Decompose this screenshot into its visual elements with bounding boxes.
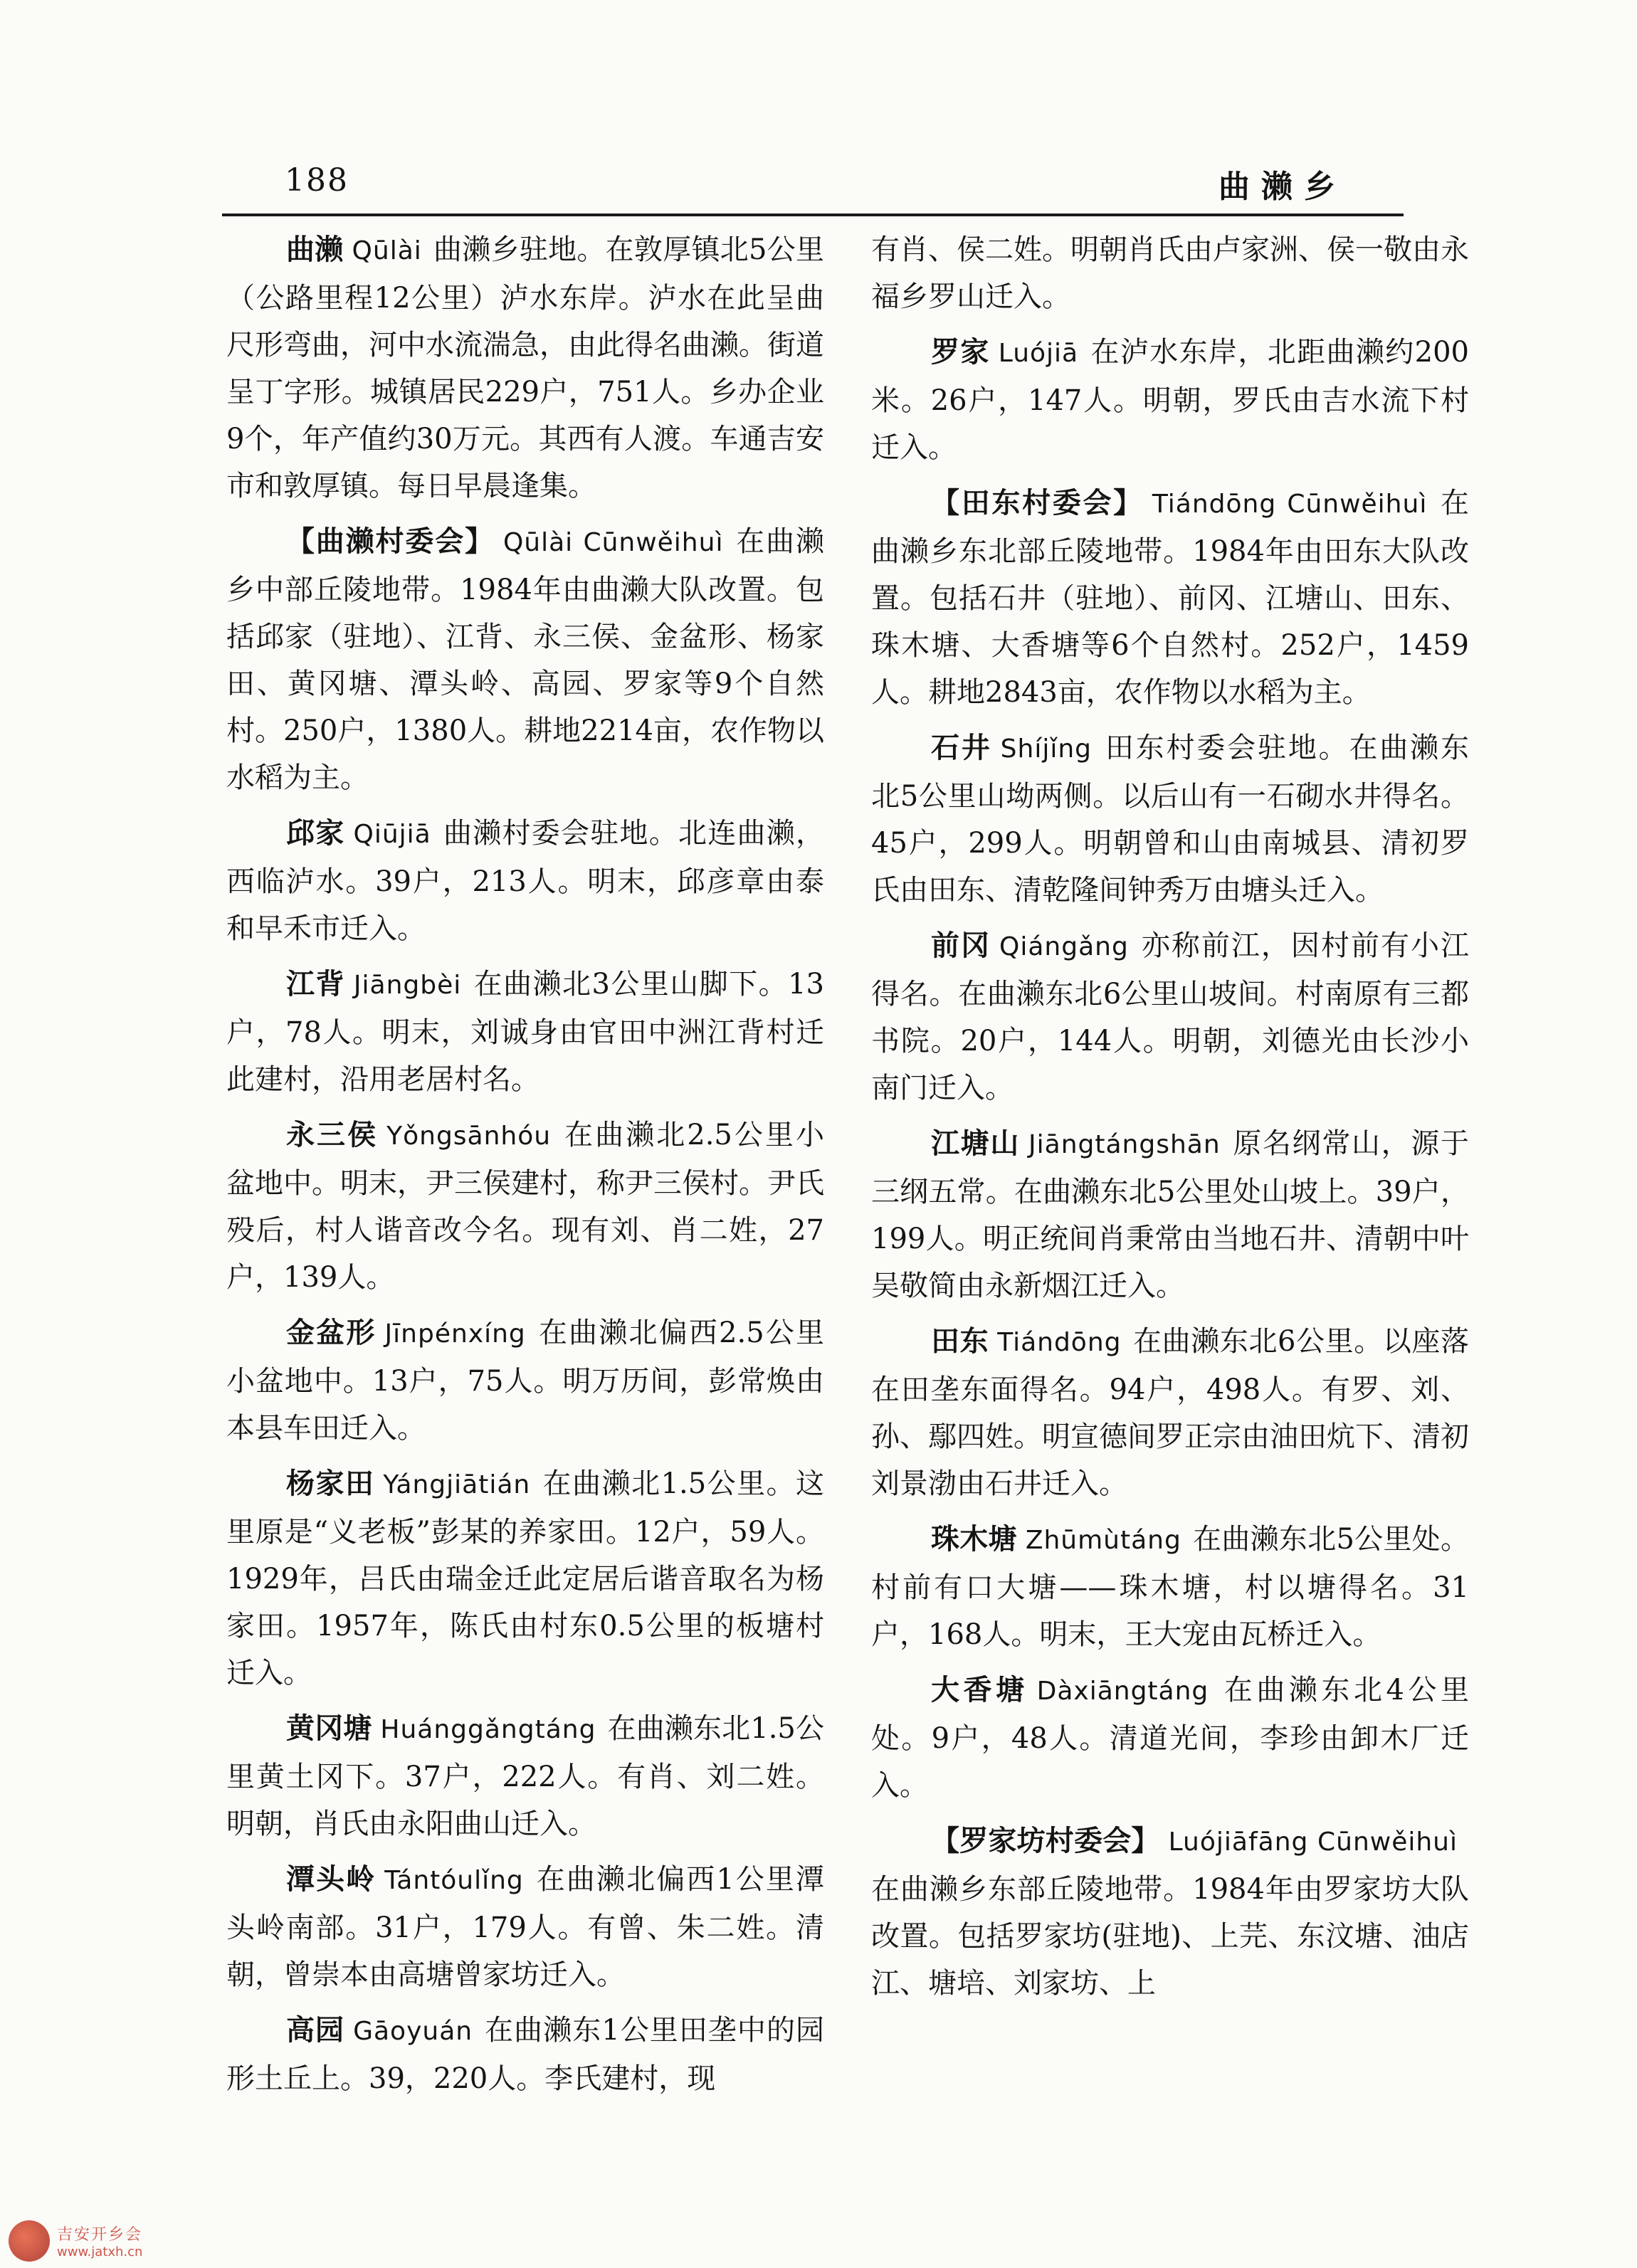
entry-text: 在曲濑东北6公里。以座落在田垄东面得名。94户，498人。有罗、刘、孙、鄢四姓。明宣德间罗正宗由油田炕下、清初刘景渤由石井迁入。 [871,1325,1470,1500]
entry-name: 金盆形 [286,1317,377,1349]
entry-text: 在曲濑乡东部丘陵地带。1984年由罗家坊大队改置。包括罗家坊(驻地)、上芫、东汶塘、油店江、塘培、刘家坊、上 [871,1873,1469,2000]
entry-text: 在曲濑北1.5公里。这里原是“义老板”彭某的养家田。12户，59人。1929年，吕氏由瑞金迁此定居后谐音取名为杨家田。1957年，陈氏由村东0.5公里的板塘村迁入。 [226,1467,824,1689]
entry-name: 石井 [931,732,992,764]
entry-pinyin: Jiāngtángshān [1028,1130,1221,1159]
gazetteer-entry [871,1516,1469,1658]
gazetteer-entry [226,1112,824,1301]
entry-text: 原名纲常山，源于三纲五常。在曲濑东北5公里处山坡上。39户，199人。明正统间肖秉常由当地石井、清朝中叶吴敬简由永新烟江迁入。 [871,1127,1470,1302]
gazetteer-entry [226,518,824,801]
entry-text: 在泸水东岸，北距曲濑约200米。26户，147人。明朝，罗氏由吉水流下村迁入。 [871,336,1469,464]
entry-text: 在曲濑乡中部丘陵地带。1984年由曲濑大队改置。包括邱家（驻地）、江背、永三侯、金盆形、杨家田、黄冈塘、潭头岭、高园、罗家等9个自然村。250户，1380人。耕地2214亩，农作物以水稻为主。 [226,525,824,794]
watermark-logo-icon [9,2220,50,2262]
entry-pinyin: Qūlài Cūnwěihuì [502,528,724,557]
gazetteer-entry [226,1460,824,1697]
entry-text: 在曲濑东北5公里处。村前有口大塘——珠木塘，村以塘得名。31户，168人。明末，王大宠由瓦桥迁入。 [871,1523,1469,1651]
entry-text: 曲濑乡驻地。在敦厚镇北5公里（公路里程12公里）泸水东岸。泸水在此呈曲尺形弯曲，河中水流湍急，由此得名曲濑。街道呈丁字形。城镇居民229户，751人。乡办企业9个，年产值约30万元。其西有人渡。车通吉安市和敦厚镇。每日早晨逢集。 [226,233,825,502]
entry-text: 在曲濑东1公里田垄中的园形土丘上。39，220人。李氏建村，现 [226,2014,825,2095]
entry-pinyin: Zhūmùtáng [1025,1526,1181,1555]
entry-text: 在曲濑乡东北部丘陵地带。1984年由田东大队改置。包括石井（驻地）、前冈、江塘山、田东、珠木塘、大香塘等6个自然村。252户，1459人。耕地2843亩，农作物以水稻为主。 [871,487,1470,709]
gazetteer-entry [871,1120,1469,1309]
entry-pinyin: Tiándōng Cūnwěihuì [1152,490,1428,519]
gazetteer-entry [871,226,1469,320]
entry-name: 邱家 [286,817,345,850]
entry-pinyin: Luójiā [998,339,1079,368]
entry-name: 前冈 [931,929,991,962]
entry-pinyin: Shíjǐng [1000,734,1093,764]
gazetteer-entry [226,1309,824,1452]
gazetteer-entry [226,961,824,1103]
entry-pinyin: Yǒngsānhóu [386,1122,552,1151]
gazetteer-entry [871,922,1469,1112]
entry-pinyin: Tiándōng [997,1328,1122,1357]
entry-text: 在曲濑东北4公里处。9户，48人。清道光间，李珍由卸木厂迁入。 [871,1674,1470,1802]
entry-name: 大香塘 [931,1674,1028,1707]
gazetteer-entry [226,1705,824,1847]
entry-pinyin: Qūlài [352,236,422,265]
gazetteer-entry [871,480,1469,716]
running-head: 曲濑乡 [1218,169,1347,205]
entry-pinyin: Gāoyuán [353,2017,473,2046]
entry-name: 罗家 [931,336,990,369]
entry-name: 【曲濑村委会】 [286,525,495,558]
entry-text: 田东村委会驻地。在曲濑东北5公里山坳两侧。以后山有一石砌水井得名。45户，299人。明朝曾和山由南城县、清初罗氏由田东、清乾隆间钟秀万由塘头迁入。 [871,732,1470,907]
gazetteer-entry [226,1856,824,1998]
gazetteer-entry [871,1318,1469,1507]
entry-text: 在曲濑北偏西1公里潭头岭南部。31户，179人。有曾、朱二姓。清朝，曾崇本由高塘曾家坊迁入。 [226,1863,824,1991]
gazetteer-entry [871,329,1469,471]
gazetteer-entry [226,2007,824,2102]
entry-pinyin: Qiángǎng [999,932,1129,961]
entry-pinyin: Dàxiāngtáng [1036,1677,1209,1706]
gazetteer-entry [226,810,824,952]
right-column [871,226,1469,2015]
entry-name: 【罗家坊村委会】 [931,1825,1160,1857]
entry-text: 在曲濑北3公里山脚下。13户，78人。明末，刘诚身由官田中洲江背村迁此建村，沿用老居村名。 [226,968,824,1096]
entry-pinyin: Huánggǎngtáng [380,1715,596,1744]
gazetteer-entry [226,226,824,510]
entry-pinyin: Tántóulǐng [384,1866,524,1895]
gazetteer-entry [871,724,1469,914]
entry-name: 杨家田 [286,1467,375,1500]
watermark-name: 吉安开乡会 [57,2226,143,2244]
entry-text: 在曲濑东北1.5公里黄土冈下。37户，222人。有肖、刘二姓。明朝，肖氏由永阳曲山迁入。 [226,1712,824,1840]
entry-name: 【田东村委会】 [931,487,1144,519]
entry-text: 曲濑村委会驻地。北连曲濑，西临泸水。39户，213人。明末，邱彦章由泰和早禾市迁入。 [226,817,825,945]
entry-name: 潭头岭 [286,1863,377,1896]
entry-name: 江塘山 [931,1127,1021,1160]
header-rule [222,213,1404,216]
entry-text: 有肖、侯二姓。明朝肖氏由卢家洲、侯一敬由永福乡罗山迁入。 [871,233,1469,313]
entry-name: 江背 [286,968,345,1001]
entry-name: 黄冈塘 [286,1712,372,1745]
entry-pinyin: Yángjiātián [383,1470,531,1499]
entry-name: 曲濑 [286,233,344,266]
gazetteer-entry [871,1667,1469,1809]
entry-name: 高园 [286,2014,345,2047]
entry-text: 亦称前江，因村前有小江得名。在曲濑东北6公里山坡间。村南原有三都书院。20户，144人。明朝，刘德光由长沙小南门迁入。 [871,929,1469,1104]
entry-pinyin: Jiāngbèi [353,971,462,1000]
entry-text: 在曲濑北2.5公里小盆地中。明末，尹三侯建村，称尹三侯村。尹氏殁后，村人谐音改今名。现有刘、肖二姓，27户，139人。 [226,1119,824,1294]
entry-name: 田东 [931,1325,989,1358]
left-column [226,226,824,2111]
entry-text: 在曲濑北偏西2.5公里小盆地中。13户，75人。明万历间，彭常焕由本县车田迁入。 [226,1317,824,1445]
entry-pinyin: Jīnpénxíng [384,1319,526,1349]
gazetteer-entry [871,1818,1469,2007]
entry-pinyin: Qiūjiā [353,820,431,849]
watermark-url: www.jatxh.cn [57,2245,143,2259]
entry-name: 珠木塘 [931,1523,1017,1556]
entry-name: 永三侯 [286,1119,379,1151]
site-watermark [9,2220,142,2262]
page-number: 188 [285,162,349,199]
entry-pinyin: Luójiāfāng Cūnwěihuì [1168,1827,1458,1857]
